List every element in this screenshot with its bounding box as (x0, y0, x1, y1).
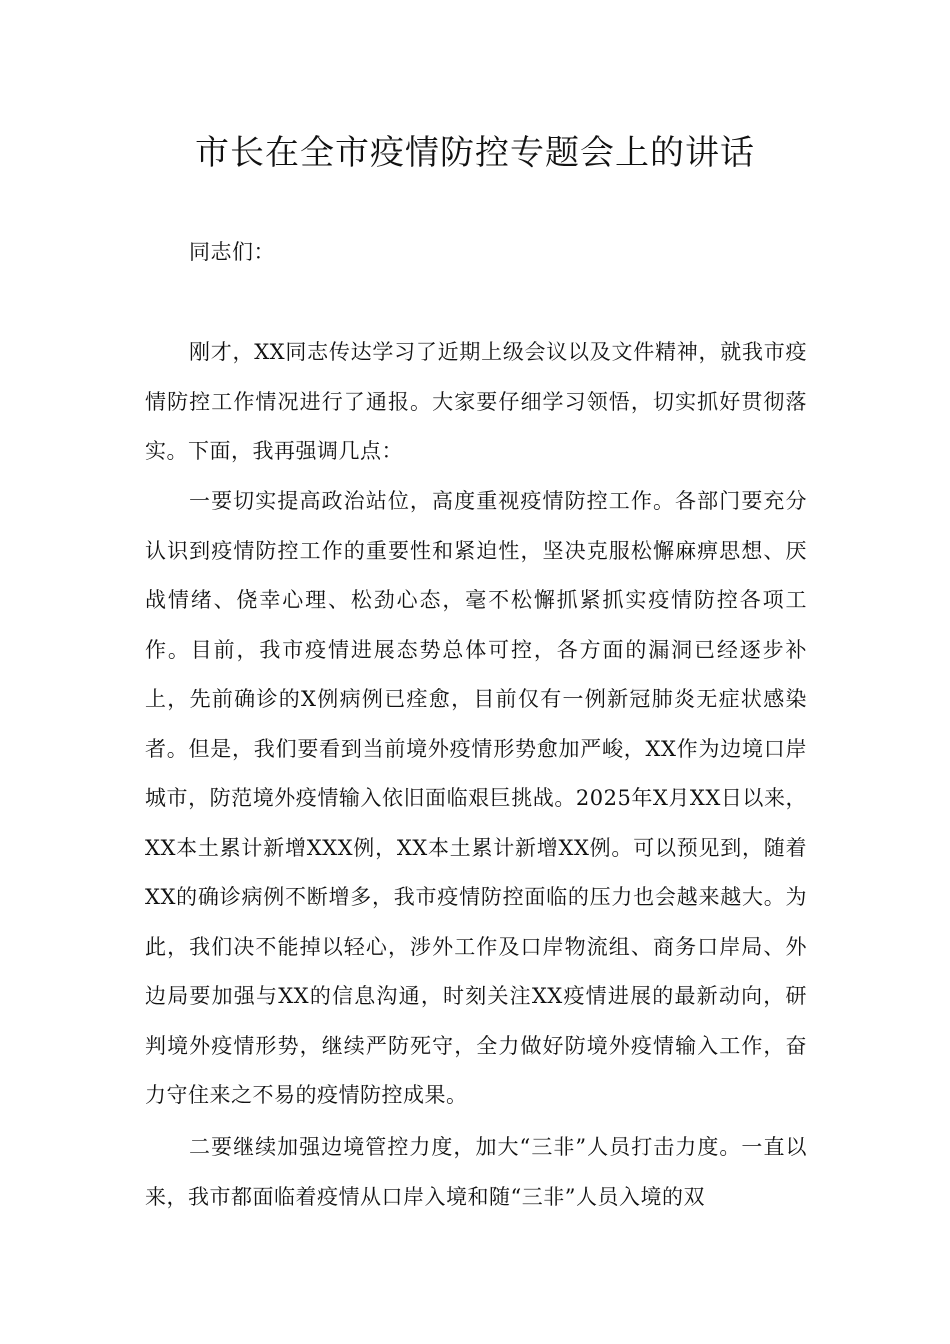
paragraph-intro: 刚才，XX同志传达学习了近期上级会议以及文件精神，就我市疫情防控工作情况进行了通报。大家要仔细学习领悟，切实抓好贯彻落实。下面，我再强调几点： (145, 340, 807, 463)
salutation: 同志们： (189, 240, 275, 264)
paragraph-point-one: 一要切实提高政治站位，高度重视疫情防控工作。各部门要充分认识到疫情防控工作的重要性和紧迫性，坚决克服松懈麻痹思想、厌战情绪、侥幸心理、松劲心态，毫不松懈抓紧抓实疫情防控各项工作。目前，我市疫情进展态势总体可控，各方面的漏洞已经逐步补上，先前确诊的X例病例已痊愈，目前仅有一例新冠肺炎无症状感染者。但是，我们要看到当前境外疫情形势愈加严峻，XX作为边境口岸城市，防范境外疫情输入依旧面临艰巨挑战。2025年X月XX日以来，XX本土累计新增XXX例，XX本土累计新增XX例。可以预见到，随着XX的确诊病例不断增多，我市疫情防控面临的压力也会越来越大。为此，我们决不能掉以轻心，涉外工作及口岸物流组、商务口岸局、外边局要加强与XX的信息沟通，时刻关注XX疫情进展的最新动向，研判境外疫情形势，继续严防死守，全力做好防境外疫情输入工作，奋力守住来之不易的疫情防控成果。 (145, 489, 807, 1107)
document-title: 市长在全市疫情防控专题会上的讲话 (195, 133, 755, 173)
paragraph-point-two: 二要继续加强边境管控力度，加大“三非”人员打击力度。一直以来，我市都面临着疫情从口岸入境和随“三非”人员入境的双 (145, 1135, 807, 1209)
